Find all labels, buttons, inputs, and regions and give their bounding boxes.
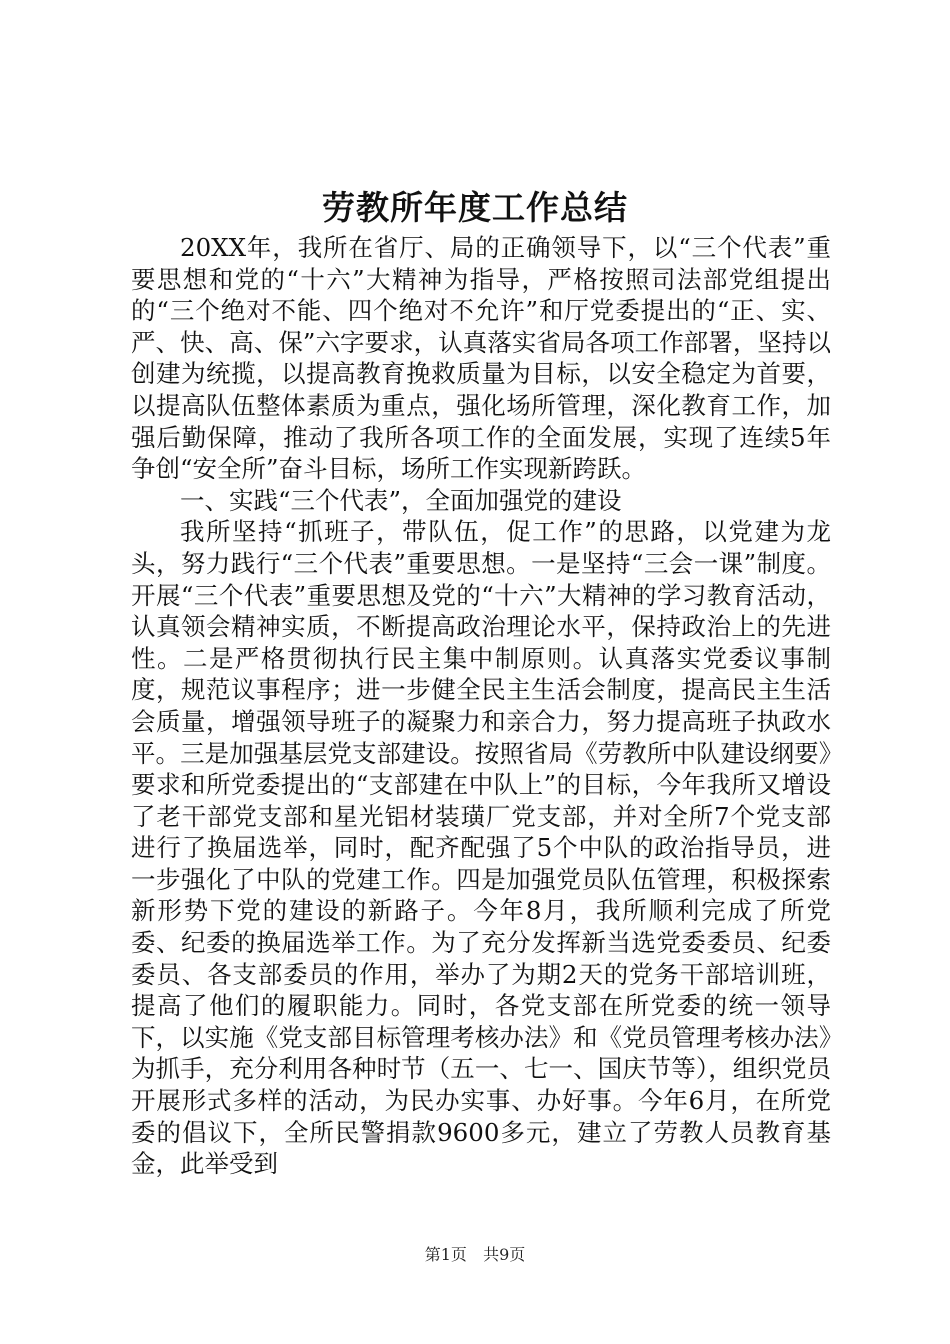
section-heading: 一、实践“三个代表”，全面加强党的建设 (180, 485, 622, 515)
page-footer (0, 1243, 950, 1267)
page-total: 共9页 (483, 1245, 526, 1264)
page-number: 第1页 (424, 1245, 467, 1264)
document-body (131, 232, 831, 1180)
paragraph-party-building: 我所坚持“抓班子，带队伍，促工作”的思路，以党建为龙头，努力践行“三个代表”重要思想。一是坚持“三会一课”制度。开展“三个代表”重要思想及党的“十六”大精神的学习教育活动，认真领会精神实质，不断提高政治理论水平，保持政治上的先进性。二是严格贯彻执行民主集中制原则。认真落实党委议事制度，规范议事程序；进一步健全民主生活会制度，提高民主生活会质量，增强领导班子的凝聚力和亲合力，努力提高班子执政水平。三是加强基层党支部建设。按照省局《劳教所中队建设纲要》要求和所党委提出的“支部建在中队上”的目标，今年我所又增设了老干部党支部和星光铝材装璜厂党支部，并对全所7个党支部进行了换届选举，同时，配齐配强了5个中队的政治指导员，进一步强化了中队的党建工作。四是加强党员队伍管理，积极探索新形势下党的建设的新路子。今年8月，我所顺利完成了所党委、纪委的换届选举工作。为了充分发挥新当选党委委员、纪委委员、各支部委员的作用，举办了为期2天的党务干部培训班，提高了他们的履职能力。同时，各党支部在所党委的统一领导下，以实施《党支部目标管理考核办法》和《党员管理考核办法》为抓手，充分利用各种时节（五一、七一、国庆节等），组织党员开展形式多样的活动，为民办实事、办好事。今年6月，在所党委的倡议下，全所民警捐款9600多元，建立了劳教人员教育基金，此举受到 (131, 517, 831, 1179)
paragraph-intro: 20XX年，我所在省厅、局的正确领导下，以“三个代表”重要思想和党的“十六”大精神为指导，严格按照司法部党组提出的“三个绝对不能、四个绝对不允许”和厅党委提出的“正、实、严、快、高、保”六字要求，认真落实省局各项工作部署，坚持以创建为统揽，以提高教育挽救质量为目标，以安全稳定为首要，以提高队伍整体素质为重点，强化场所管理，深化教育工作，加强后勤保障，推动了我所各项工作的全面发展，实现了连续5年争创“安全所”奋斗目标，场所工作实现新跨跃。 (131, 233, 831, 484)
document-title: 劳教所年度工作总结 (322, 188, 628, 227)
